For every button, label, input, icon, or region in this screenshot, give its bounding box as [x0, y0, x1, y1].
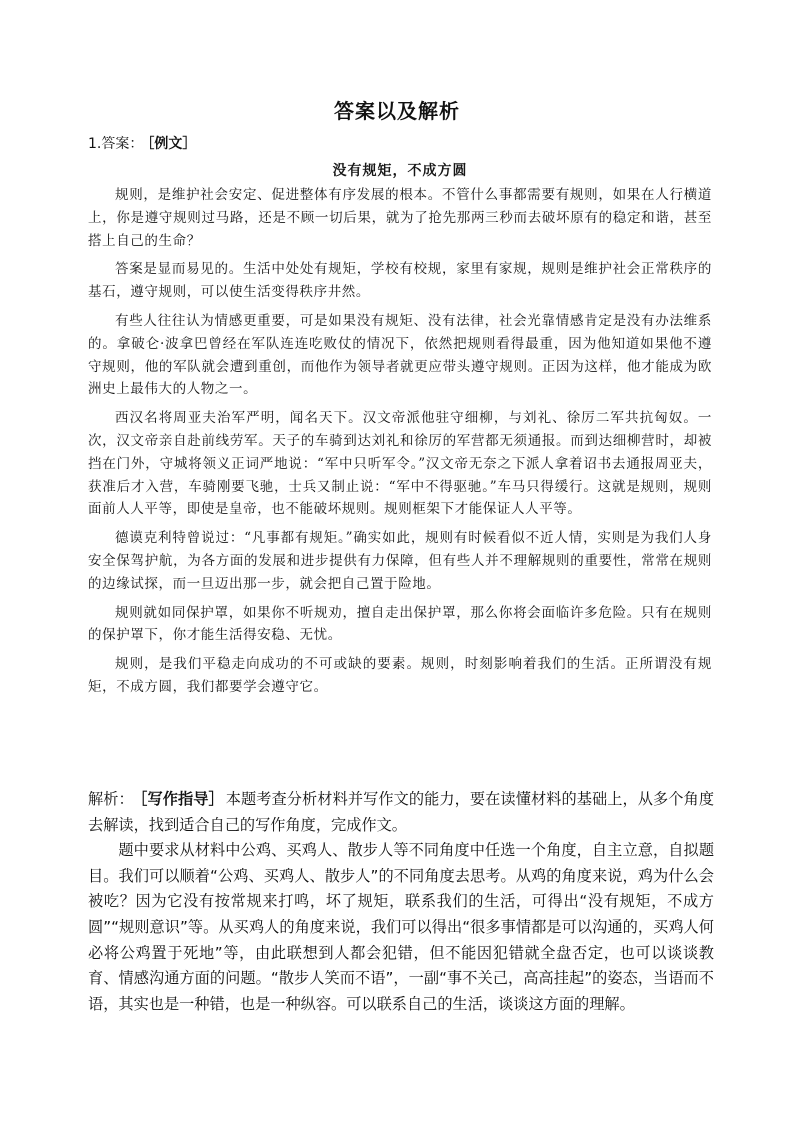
essay-paragraph-3: 有些人往往认为情感更重要，可是如果没有规矩、没有法律，社会光靠情感肯定是没有办法维系的。拿破仑·波拿巴曾经在军队连连吃败仗的情况下，依然把规则看得最重，因为他知道如果他不遵守规则，他的军队就会遭到重创，而他作为领导者就更应带头遵守规则。正因为这样，他才能成为欧洲史上最伟大的人物之一。: [88, 312, 712, 398]
analysis-section: [88, 787, 714, 1017]
analysis-tag: ［写作指导］: [139, 790, 224, 808]
answer-heading: [88, 134, 196, 154]
page-title: 答案以及解析: [334, 99, 460, 123]
essay-paragraph-5: 德谟克利特曾说过：“凡事都有规矩。”确实如此，规则有时候看似不近人情，实则是为我们人身安全保驾护航，为各方面的发展和进步提供有力保障，但有些人并不理解规则的重要性，常常在规则的边缘试探，而一旦迈出那一步，就会把自己置于险地。: [88, 530, 712, 592]
analysis-lead: [88, 787, 714, 838]
essay-paragraph-4: 西汉名将周亚夫治军严明，闻名天下。汉文帝派他驻守细柳，与刘礼、徐厉二军共抗匈奴。一次，汉文帝亲自赴前线劳军。天子的车骑到达刘礼和徐厉的军营都无须通报。而到达细柳营时，却被挡在门外，守城将领义正词严地说：“军中只听军令。”汉文帝无奈之下派人拿着诏书去通报周亚夫，获准后才入营，车骑刚要飞驰，士兵又制止说：“军中不得驱驰。”车马只得缓行。这就是规则，规则面前人人平等，即使是皇帝，也不能破坏规则。规则框架下才能保证人人平等。: [88, 410, 712, 518]
essay-paragraph-1: 规则，是维护社会安定、促进整体有序发展的根本。不管什么事都需要有规则，如果在人行横道上，你是遵守规则过马路，还是不顾一切后果，就为了抢先那两三秒而去破坏原有的稳定和谐，甚至搭上自己的生命？: [88, 187, 712, 249]
essay-paragraph-2: 答案是显而易见的。生活中处处有规矩，学校有校规，家里有家规，规则是维护社会正常秩序的基石，遵守规则，可以使生活变得秩序井然。: [88, 261, 712, 301]
essay-paragraph-7: 规则，是我们平稳走向成功的不可或缺的要素。规则，时刻影响着我们的生活。正所谓没有规矩，不成方圆，我们都要学会遵守它。: [88, 656, 712, 695]
answer-label: 1.答案：: [88, 136, 144, 152]
answer-tag: ［例文］: [147, 136, 197, 152]
analysis-lead-text: 本题考查分析材料并写作文的能力，要在读懂材料的基础上，从多个角度去解读，找到适合自己的写作角度，完成作文。: [88, 790, 715, 834]
essay-paragraph-6: 规则就如同保护罩，如果你不听规劝，擅自走出保护罩，那么你将会面临许多危险。只有在规则的保护罩下，你才能生活得安稳、无忧。: [88, 604, 712, 644]
analysis-body: 题中要求从材料中公鸡、买鸡人、散步人等不同角度中任选一个角度，自主立意，自拟题目。我们可以顺着“公鸡、买鸡人、散步人”的不同角度去思考。从鸡的角度来说，鸡为什么会被吃？因为它没有按常规来打鸣，坏了规矩，联系我们的生活，可得出“没有规矩，不成方圆”“规则意识”等。从买鸡人的角度来说，我们可以得出“很多事情都是可以沟通的，买鸡人何必将公鸡置于死地”等，由此联想到人都会犯错，但不能因犯错就全盘否定，也可以谈谈教育、情感沟通方面的问题。“散步人笑而不语”，一副“事不关己，高高挂起”的姿态，当语而不语，其实也是一种错，也是一种纵容。可以联系自己的生活，谈谈这方面的理解。: [88, 841, 714, 1013]
essay-title: 没有规矩，不成方圆: [332, 163, 468, 179]
sample-essay: [88, 160, 712, 705]
analysis-label: 解析：: [88, 790, 134, 808]
